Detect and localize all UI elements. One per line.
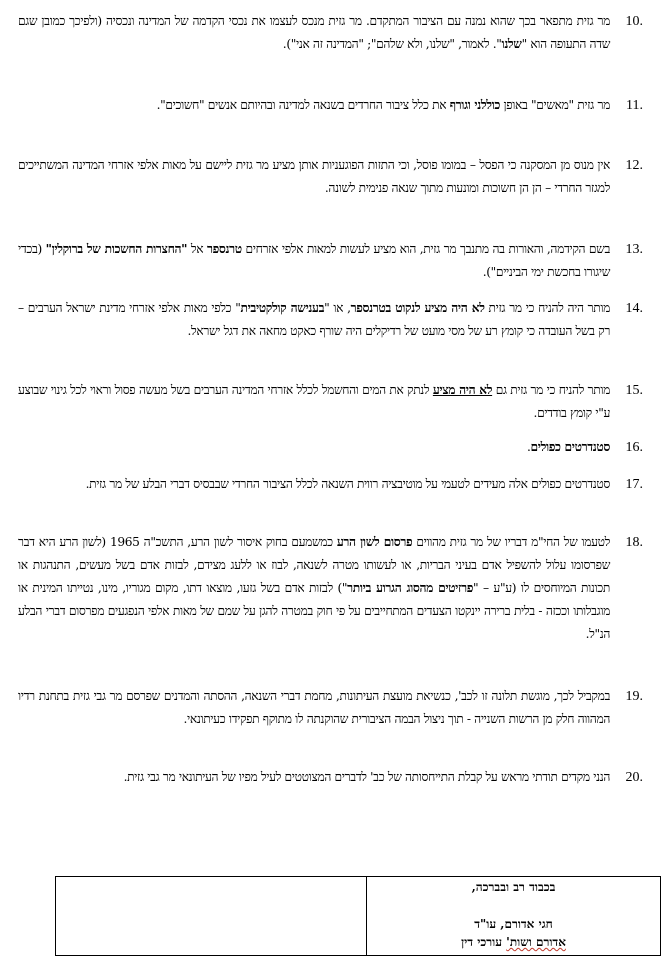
text-run: אל [187, 242, 207, 256]
text-run: במקביל לכך, מוגשת תלונה זו לכב', כנשיאת מועצת העיתונות, מחמת דברי השנאה, ההסתה והמדנים שפרסם מר גבי גזית בתחנת רדיו המהווה חלק מן הרשות השנייה - תוך ניצול הבמה הציבורית שהוקנתה לו מתוקף תפקידו כעיתונאי. [18, 689, 610, 726]
text-run: לטעמו של החי"מ דבריו של מר גזית מהווים [412, 535, 610, 549]
text-run: ") לבזות אדם בשל גזעו, מוצאו דתו, מקום מגוריו, מינו, נטייתו המינית או מוגבלותו וככזה - בלית ברירה יינקטו הצעדים המתחייבים על פי חוק במטרה להגן על שמם של מאות אלפי הנפגעים מפרסום דברי הבלע הנ"ל. [18, 581, 610, 641]
signature-firm-suffix: עורכי דין [461, 935, 507, 949]
paragraph-number: 11. [626, 98, 643, 113]
text-run: מותר היה להניח כי מר גזית [484, 301, 610, 315]
signature-block [366, 877, 660, 955]
paragraph-number: 13. [625, 242, 643, 257]
text-run: מר גזית מתפאר בכך שהוא נמנה עם הציבור המתקדם. מר גזית מנכס לעצמו את נכסי הקדמה של המדינה ונכסיה (ולפיכך כמובן שגם שדה התעופה הוא " [18, 14, 610, 51]
paragraph-text [18, 531, 610, 646]
emphasized-text: לא היה מציע לנקוט בטרנספר [350, 301, 485, 315]
text-run: הנני מקדים תודתי מראש על קבלת התייחסותה של כב' לדברים המצוטטים לעיל מפיו של העיתונאי מר גבי גזית. [123, 770, 610, 784]
paragraph-text [18, 10, 610, 56]
paragraph-number: 16. [625, 440, 643, 455]
text-run: " כלפי מאות אלפי אזרחי מדינת ישראל הערבים – רק בשל העובדה כי קומץ רע של מסי מועט של רדיקלים היה שורף כאקט מחאה את דגל ישראל. [18, 301, 610, 338]
paragraph-number: 12. [625, 158, 643, 173]
paragraph-text [18, 473, 610, 496]
paragraph-number: 10. [625, 14, 643, 29]
text-run: בשם הקידמה, והאורות בה מתנבך מר גזית, הוא מציע לעשות למאות אלפי אזרחים [241, 242, 610, 256]
text-run: אין מנוס מן המסקנה כי הפסל – במומו פוסל, וכי התזות הפוגעניות אותן מציע מר גזית ליישם על מאות אלפי אזרחי המדינה המשתייכים למגזר החרדי – הן הן חשוכות ומונעות מתוך שנאה פנימית לשונה. [18, 158, 610, 195]
emphasized-text: פרזיטים מהסוג הגרוע ביותר [347, 581, 473, 595]
paragraph-number: 18. [625, 535, 643, 550]
paragraph-number: 20. [625, 770, 643, 785]
paragraph-number: 19. [625, 689, 643, 704]
text-run: . [527, 440, 531, 454]
emphasized-text: בענישה קולקטיבית [240, 301, 325, 315]
signature-name: חגי אדורם, עו"ד [474, 917, 553, 931]
paragraph-text [18, 94, 610, 117]
text-run: מותר להניח כי מר גזית גם [492, 383, 610, 397]
emphasized-text: כוללני וגורף [449, 98, 500, 112]
text-run: לנתק את המים והחשמל לכלל אזרחי המדינה הערבים בשל מעשה פסול וראוי לכל גינוי שבוצע ע"י קומץ בודדים. [18, 383, 610, 420]
paragraph-text [18, 238, 610, 284]
emphasized-text: שלנו [501, 37, 522, 51]
text-run: סטנדרטים כפולים אלה מעידים לטעמי על מוטיבציה רווית השנאה לכלל הציבור החרדי שבבסיס דברי הבלע של מר גזית. [85, 477, 610, 491]
text-run: , או " [324, 301, 351, 315]
text-run: ". לאמור, "שלנו, ולא שלהם"; "המדינה זה אני"). [282, 37, 502, 51]
paragraph-text [18, 379, 610, 425]
emphasized-text: סטנדרטים כפולים [530, 440, 610, 454]
text-run: את כלל ציבור החרדים בשנאה למדינה ובהיותם אנשים "חשוכים". [156, 98, 450, 112]
paragraph-text [18, 685, 610, 731]
paragraph-text [18, 154, 610, 200]
emphasized-text: "החצרות החשכות של ברוקלין" [45, 242, 188, 256]
paragraph-number: 15. [625, 383, 643, 398]
paragraph-text [18, 297, 610, 343]
text-run: כמשמעם בחוק איסור לשון הרע, התשכ"ה 1965 (לשון הרע היא דבר שפרסומו עלול להשפיל אדם בעיני הבריות, או לעשותו מטרה לשנאה, לבוז או ללעג מצידם, לבזות אדם בשל מעשים, התנהגות או תכונות המיוחסים לו (ע"ע – " [18, 535, 610, 595]
paragraph-number: 17. [625, 477, 643, 492]
emphasized-text: פרסום לשון הרע [336, 535, 413, 549]
emphasized-text: טרנספר [206, 242, 242, 256]
paragraph-text [18, 766, 610, 789]
emphasized-text: לא היה מציע [432, 383, 493, 397]
text-run: (בכדי שיגורו בחכשת ימי הביניים"). [18, 242, 610, 279]
signature-closing: בכבוד רב ובברכה, [471, 880, 556, 894]
paragraph-number: 14. [625, 301, 643, 316]
signature-table [55, 876, 661, 956]
signature-firm-name: אדורם ושות' [506, 935, 566, 949]
signature-firm [367, 935, 660, 950]
paragraph-text [18, 436, 610, 459]
text-run: מר גזית "מאשים" באופן [499, 98, 610, 112]
